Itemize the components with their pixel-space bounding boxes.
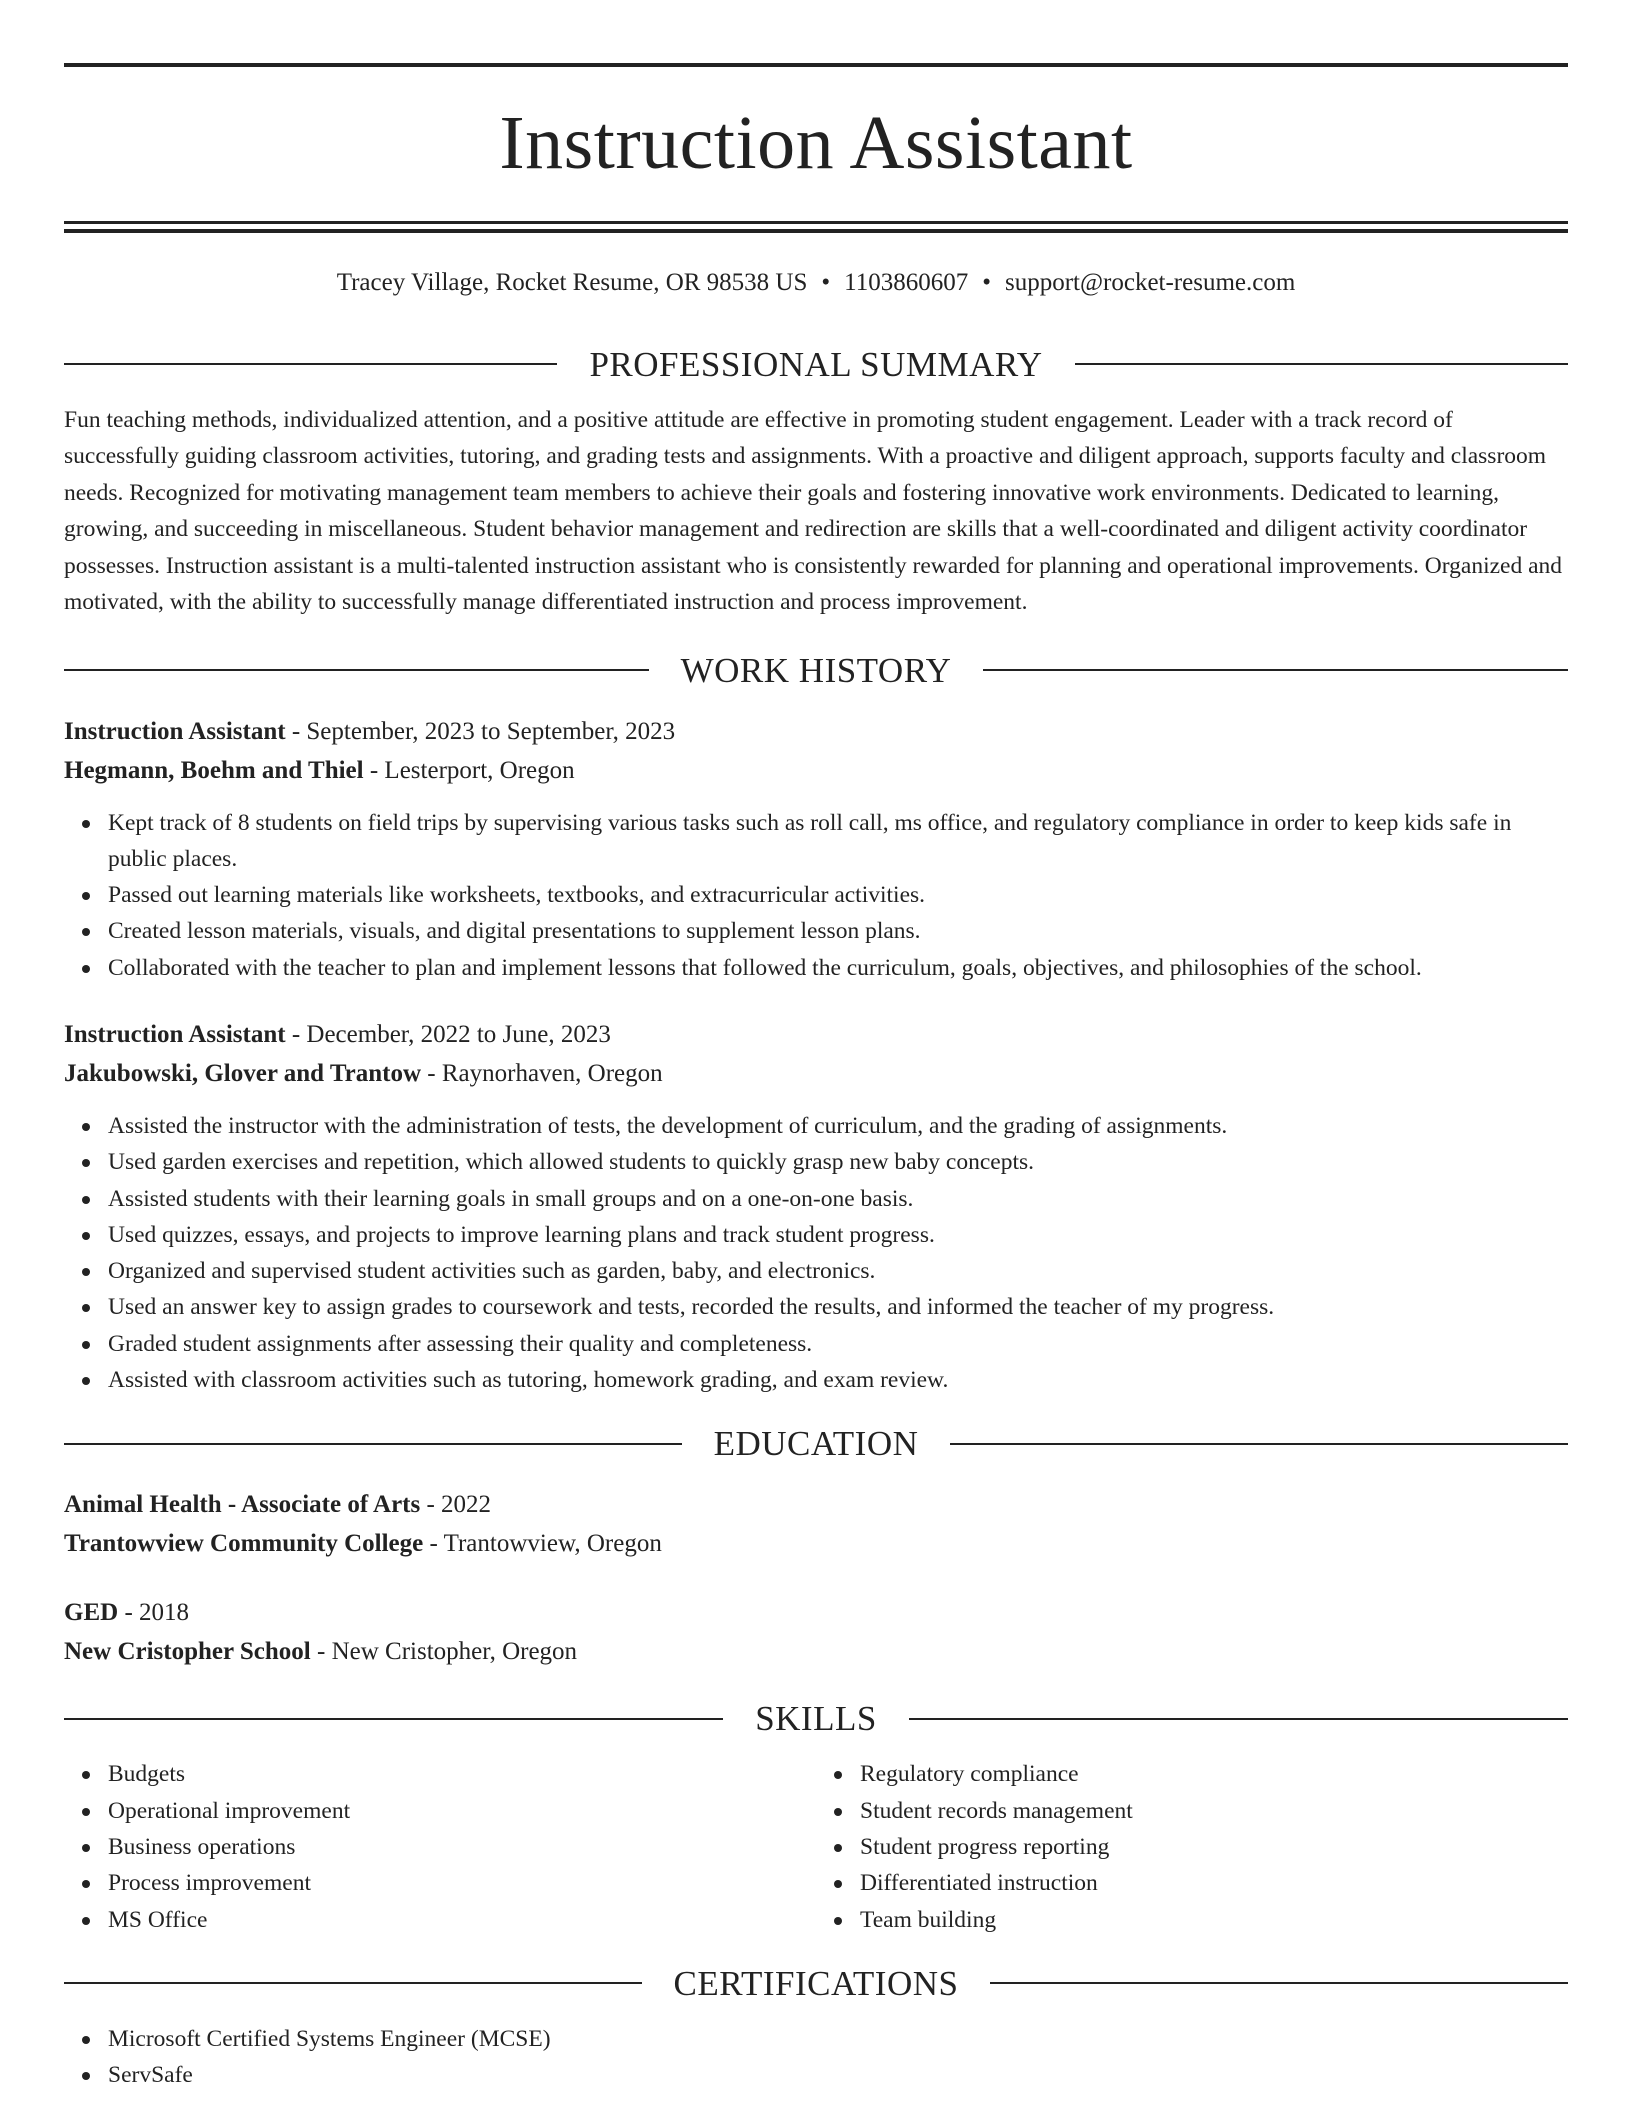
candidate-name: Instruction Assistant [499, 101, 1133, 185]
job-title-line [64, 712, 1568, 751]
employer-line [64, 751, 1568, 790]
job-title: Instruction Assistant [64, 717, 286, 745]
skill-item: Differentiated instruction [860, 1865, 1568, 1901]
education-entry [64, 1593, 1568, 1671]
heading-rule [1075, 363, 1568, 365]
work-title: WORK HISTORY [680, 650, 952, 690]
list-item: Assisted with classroom activities such as tutoring, homework grading, and exam review. [108, 1362, 1568, 1398]
job-bullets [64, 1108, 1568, 1398]
work-entry [64, 1015, 1568, 1398]
heading-rule [950, 1443, 1568, 1445]
work-heading [64, 650, 1568, 690]
degree-name: Animal Health - Associate of Arts [64, 1491, 421, 1519]
heading-rule [64, 363, 557, 365]
degree-year: - 2022 [420, 1491, 492, 1519]
skill-item: Team building [860, 1902, 1568, 1938]
school-name: New Cristopher School [64, 1638, 311, 1666]
certifications-title: CERTIFICATIONS [673, 1963, 959, 2003]
list-item: Used an answer key to assign grades to coursework and tests, recorded the results, and informed the teacher of my progress. [108, 1289, 1568, 1325]
education-entry [64, 1485, 1568, 1563]
resume-page [64, 0, 1568, 2093]
heading-rule [64, 1443, 682, 1445]
list-item: Kept track of 8 students on field trips by supervising various tasks such as roll call, ms office, and regulatory compliance in order to keep kids safe in public places. [108, 805, 1568, 878]
skill-item: MS Office [108, 1902, 816, 1938]
job-title: Instruction Assistant [64, 1020, 286, 1048]
contact-separator: • [821, 269, 831, 296]
skill-item: Operational improvement [108, 1793, 816, 1829]
header-double-rule [64, 221, 1568, 233]
contact-address: Tracey Village, Rocket Resume, OR 98538 US [336, 269, 808, 296]
job-dates: - December, 2022 to June, 2023 [285, 1020, 611, 1048]
list-item: Assisted the instructor with the administration of tests, the development of curriculum, and the grading of assignments. [108, 1108, 1568, 1144]
skill-item: Student records management [860, 1793, 1568, 1829]
school-line [64, 1524, 1568, 1563]
contact-line [64, 269, 1568, 297]
degree-name: GED [64, 1599, 119, 1627]
degree-line [64, 1593, 1568, 1632]
list-item: Passed out learning materials like worksheets, textbooks, and extracurricular activities. [108, 877, 1568, 913]
contact-separator: • [982, 269, 991, 296]
degree-line [64, 1485, 1568, 1524]
list-item: Used garden exercises and repetition, which allowed students to quickly grasp new baby concepts. [108, 1144, 1568, 1180]
summary-text: Fun teaching methods, individualized attention, and a positive attitude are effective in promoting student engagement. Leader with a track record of successfully guiding classroom activities, tutoring, and grading tests and assignments. With a proactive and diligent approach, supports faculty and classroom needs. Recognized for motivating management team members to achieve their goals and fostering innovative work environments. Dedicated to learning, growing, and succeeding in miscellaneous. Student behavior management and redirection are skills that a well-coordinated and diligent activity coordinator possesses. Instruction assistant is a multi-talented instruction assistant who is consistently rewarded for planning and operational improvements. Organized and motivated, with the ability to successfully manage differentiated instruction and process improvement. [64, 406, 1563, 615]
skills-list-left [64, 1756, 816, 1937]
employer-line [64, 1054, 1568, 1093]
contact-email: support@rocket-resume.com [1005, 269, 1296, 296]
list-item: Assisted students with their learning goals in small groups and on a one-on-one basis. [108, 1181, 1568, 1217]
heading-rule [990, 1982, 1568, 1984]
job-bullets [64, 805, 1568, 986]
work-entry [64, 712, 1568, 986]
skill-item: Student progress reporting [860, 1829, 1568, 1865]
school-location: - New Cristopher, Oregon [310, 1638, 578, 1666]
contact-phone: 1103860607 [844, 269, 969, 296]
education-title: EDUCATION [713, 1424, 919, 1464]
school-line [64, 1632, 1568, 1671]
skills-grid [64, 1756, 1568, 1937]
list-item: Created lesson materials, visuals, and digital presentations to supplement lesson plans. [108, 913, 1568, 949]
employer-name: Hegmann, Boehm and Thiel [64, 756, 364, 784]
skills-title: SKILLS [755, 1699, 877, 1739]
summary-title: PROFESSIONAL SUMMARY [589, 344, 1043, 384]
heading-rule [64, 1718, 723, 1720]
heading-rule [64, 669, 649, 671]
school-name: Trantowview Community College [64, 1530, 424, 1558]
skills-heading [64, 1699, 1568, 1739]
heading-rule [983, 669, 1568, 671]
certification-item: ServSafe [108, 2057, 1568, 2093]
list-item: Graded student assignments after assessing their quality and completeness. [108, 1326, 1568, 1362]
employer-name: Jakubowski, Glover and Trantow [64, 1059, 422, 1087]
list-item: Organized and supervised student activities such as garden, baby, and electronics. [108, 1253, 1568, 1289]
heading-rule [909, 1718, 1568, 1720]
list-item: Used quizzes, essays, and projects to improve learning plans and track student progress. [108, 1217, 1568, 1253]
top-rule [64, 63, 1568, 67]
employer-location: - Raynorhaven, Oregon [421, 1059, 663, 1087]
skills-list-right [816, 1756, 1568, 1937]
job-title-line [64, 1015, 1568, 1054]
employer-location: - Lesterport, Oregon [363, 756, 575, 784]
skill-item: Budgets [108, 1756, 816, 1792]
certifications-list [64, 2021, 1568, 2094]
certifications-heading [64, 1963, 1568, 2003]
school-location: - Trantowview, Oregon [423, 1530, 662, 1558]
education-heading [64, 1424, 1568, 1464]
heading-rule [64, 1982, 642, 1984]
summary-heading [64, 344, 1568, 384]
list-item: Collaborated with the teacher to plan and implement lessons that followed the curriculum, goals, objectives, and philosophies of the school. [108, 950, 1568, 986]
skill-item: Regulatory compliance [860, 1756, 1568, 1792]
skill-item: Process improvement [108, 1865, 816, 1901]
job-dates: - September, 2023 to September, 2023 [285, 717, 676, 745]
skill-item: Business operations [108, 1829, 816, 1865]
degree-year: - 2018 [118, 1599, 190, 1627]
certification-item: Microsoft Certified Systems Engineer (MCSE) [108, 2021, 1568, 2057]
